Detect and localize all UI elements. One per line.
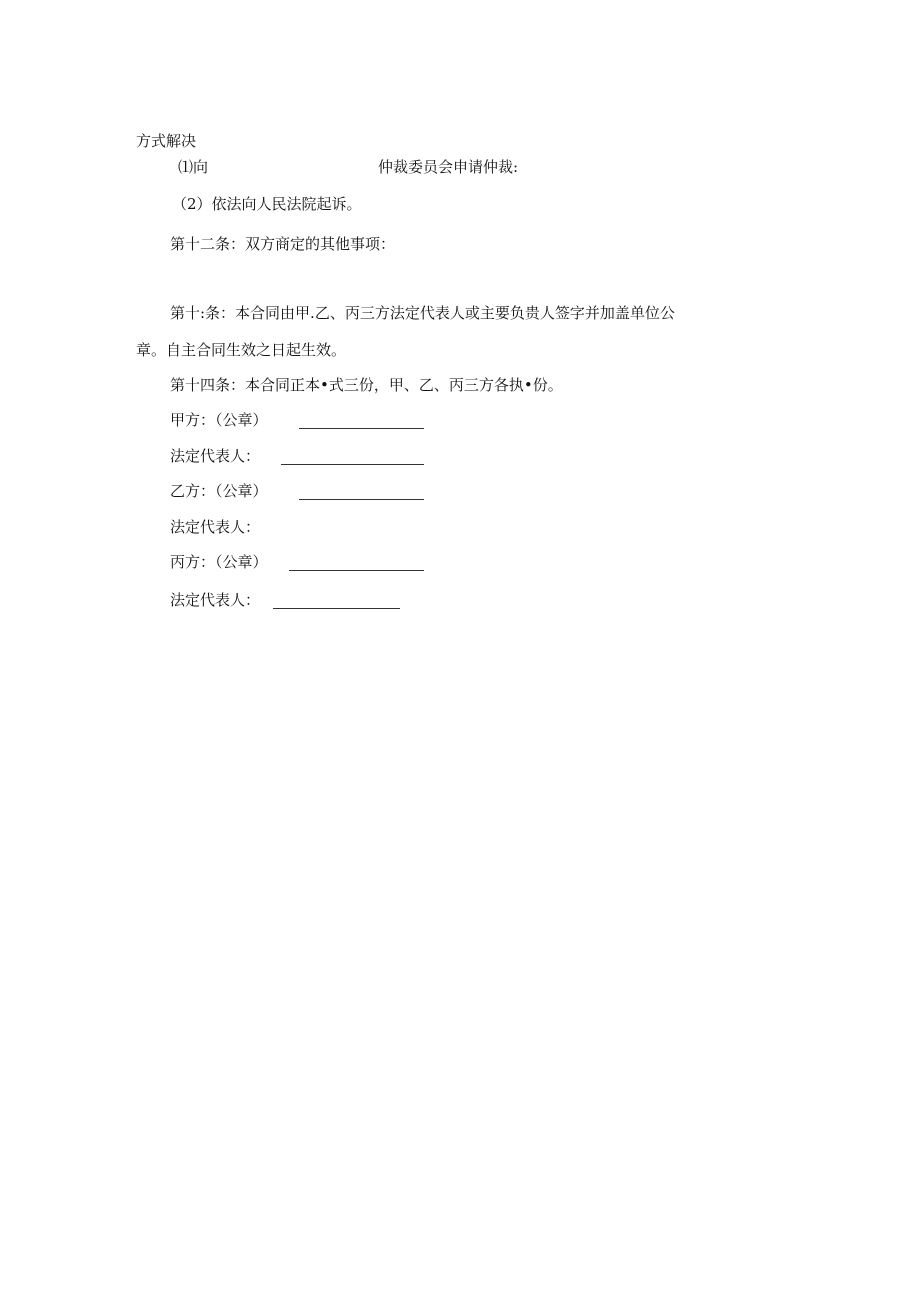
- option-1-prefix: ⑴向: [178, 158, 209, 176]
- article-12: 第十二条：双方商定的其他事项：: [170, 235, 396, 253]
- signature-row-party-c: [170, 552, 430, 572]
- party-a-signature-line[interactable]: [299, 414, 424, 429]
- signature-row-party-b: [170, 481, 430, 501]
- signature-row-party-b-rep: [170, 517, 260, 537]
- arbitration-option-2: （2）依法向人民法院起诉。: [172, 195, 362, 213]
- article-14: 第十四条：本合同正本•式三份，甲、乙、丙三方各执•份。: [170, 376, 563, 394]
- article-13-line-2: 章。自主合同生效之日起生效。: [136, 341, 347, 359]
- party-a-label: 甲方：（公章）: [170, 411, 268, 429]
- signature-row-party-a-rep: [170, 446, 430, 466]
- party-b-rep-label: 法定代表人：: [170, 518, 261, 536]
- party-c-signature-line[interactable]: [289, 556, 424, 571]
- paragraph-fragment: 方式解决: [136, 132, 197, 150]
- party-c-rep-label: 法定代表人：: [170, 591, 261, 609]
- party-c-rep-signature-line[interactable]: [273, 594, 400, 609]
- party-a-rep-signature-line[interactable]: [281, 450, 424, 465]
- arbitration-option-1: [178, 157, 538, 177]
- option-1-suffix: 仲裁委员会申请仲裁:: [378, 158, 519, 176]
- party-a-rep-label: 法定代表人：: [170, 447, 261, 465]
- party-c-label: 丙方：（公章）: [170, 553, 268, 571]
- party-b-label: 乙方：（公章）: [170, 482, 268, 500]
- signature-row-party-c-rep: [170, 590, 410, 610]
- party-b-signature-line[interactable]: [299, 485, 424, 500]
- signature-row-party-a: [170, 410, 430, 430]
- article-13-line-1: 第十:条：本合同由甲.乙、丙三方法定代表人或主要负贵人签字并加盖单位公: [170, 304, 675, 322]
